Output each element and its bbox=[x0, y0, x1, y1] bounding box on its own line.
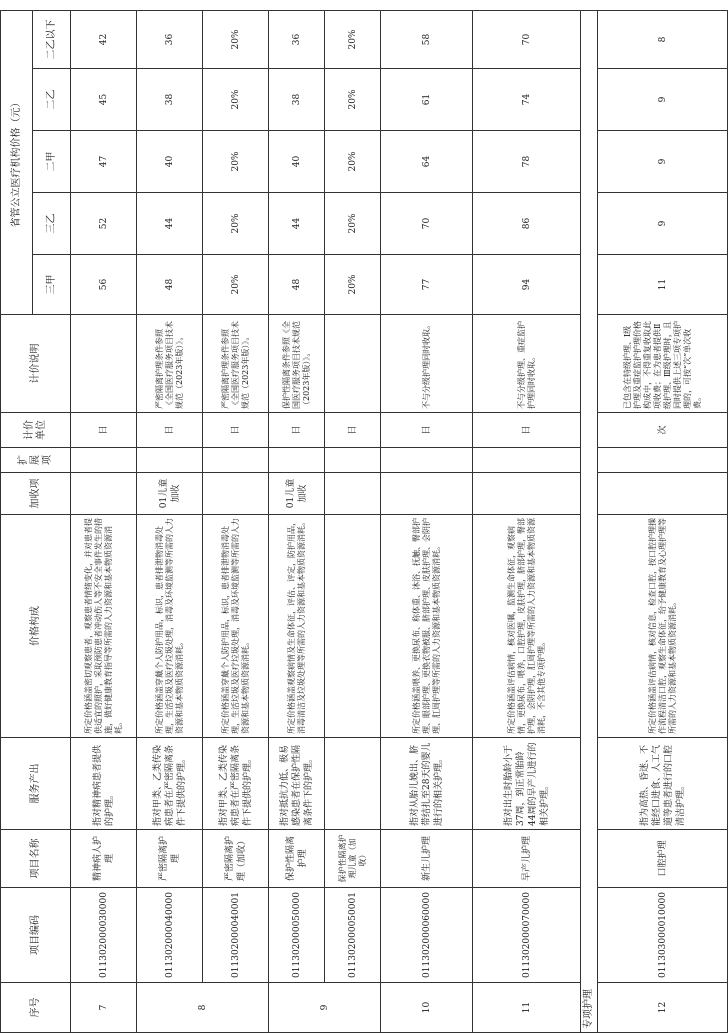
table-row bbox=[598, 11, 728, 1033]
cell-seq: 12 bbox=[598, 983, 728, 1033]
header-seq: 序号 bbox=[1, 983, 71, 1033]
header-extension: 扩展项 bbox=[1, 448, 71, 473]
table-row bbox=[203, 11, 269, 1033]
cell-extension bbox=[137, 448, 203, 473]
cell-unit: 日 bbox=[71, 413, 137, 448]
cell-price: 20% bbox=[325, 131, 381, 193]
cell-seq: 11 bbox=[473, 983, 581, 1033]
cell-price: 20% bbox=[325, 69, 381, 131]
cell-price: 20% bbox=[203, 193, 269, 255]
cell-desc: 严密隔离护理条件参照《全国医疗服务项目技术规范（2023年版）》。 bbox=[137, 315, 203, 413]
cell-desc: 严密隔离护理条件参照《全国医疗服务项目技术规范（2023年版）》。 bbox=[203, 315, 269, 413]
cell-name: 口腔护理 bbox=[598, 830, 728, 888]
cell-surcharge bbox=[473, 473, 581, 515]
cell-price: 40 bbox=[137, 131, 203, 193]
cell-price: 47 bbox=[71, 131, 137, 193]
cell-content: 所定价格涵盖穿戴个人防护用品，标识，患者排泄物消毒处理，生活垃圾及医疗垃圾处理，消毒及环境监测等所需的人力资源和基本物质资源消耗。 bbox=[137, 515, 203, 738]
cell-extension bbox=[473, 448, 581, 473]
header-unit: 计价单位 bbox=[1, 413, 71, 448]
cell-price: 9 bbox=[598, 193, 728, 255]
cell-price: 86 bbox=[473, 193, 581, 255]
cell-price: 56 bbox=[71, 255, 137, 315]
cell-unit: 日 bbox=[473, 413, 581, 448]
cell-price: 58 bbox=[381, 11, 473, 69]
cell-name: 保护性隔离护理 bbox=[269, 830, 325, 888]
cell-content bbox=[325, 515, 381, 738]
cell-service: 指对从胎儿娩出、脐带结扎至28天的婴儿进行的相关护理。 bbox=[381, 738, 473, 830]
header-level: 三乙 bbox=[33, 193, 71, 255]
table-row bbox=[381, 11, 473, 1033]
cell-name: 保护性隔离护理儿童（加收） bbox=[325, 830, 381, 888]
table-row bbox=[473, 11, 581, 1033]
cell-service: 指对精神病患者提供的护理。 bbox=[71, 738, 137, 830]
cell-unit: 日 bbox=[137, 413, 203, 448]
cell-price: 36 bbox=[137, 11, 203, 69]
cell-extension bbox=[598, 448, 728, 473]
cell-service: 指对出生时胎龄小于37周，到正常胎龄44周的早产儿进行的相关护理。 bbox=[473, 738, 581, 830]
cell-extension bbox=[269, 448, 325, 473]
cell-price: 8 bbox=[598, 11, 728, 69]
cell-desc: 保护性隔离条件参照《全国医疗服务项目技术规范（2023年版）》。 bbox=[269, 315, 325, 413]
cell-price: 94 bbox=[473, 255, 581, 315]
cell-price: 9 bbox=[598, 131, 728, 193]
cell-code: 011302000030000 bbox=[71, 888, 137, 983]
cell-unit: 日 bbox=[203, 413, 269, 448]
cell-unit: 日 bbox=[269, 413, 325, 448]
cell-code: 011302000050000 bbox=[269, 888, 325, 983]
header-level: 二乙 bbox=[33, 69, 71, 131]
cell-desc: 已包含在特级护理、Ⅰ级护理及重症监护护理价格构成中，不得重复收取此项收费；在为患者提供Ⅱ级护理、Ⅲ级护理时，且同时提供上述三项专项护理的，可按“次”单次收费。 bbox=[598, 315, 728, 413]
cell-surcharge bbox=[71, 473, 137, 515]
table-row bbox=[137, 11, 203, 1033]
cell-price: 44 bbox=[269, 193, 325, 255]
cell-name: 早产儿护理 bbox=[473, 830, 581, 888]
cell-surcharge bbox=[203, 473, 269, 515]
section-title: 专项护理 bbox=[581, 11, 598, 1033]
cell-seq: 9 bbox=[269, 983, 381, 1033]
cell-unit: 日 bbox=[325, 413, 381, 448]
table-row bbox=[325, 11, 381, 1033]
cell-code: 011302000040001 bbox=[203, 888, 269, 983]
cell-price: 11 bbox=[598, 255, 728, 315]
cell-service bbox=[325, 738, 381, 830]
table-row bbox=[269, 11, 325, 1033]
cell-seq: 7 bbox=[71, 983, 137, 1033]
cell-price: 36 bbox=[269, 11, 325, 69]
cell-service: 指对甲类、乙类传染病患者在严密隔离条件下提供的护理。 bbox=[137, 738, 203, 830]
cell-name: 严密隔离护理（加收） bbox=[203, 830, 269, 888]
cell-surcharge bbox=[325, 473, 381, 515]
cell-price: 20% bbox=[203, 11, 269, 69]
cell-content: 所定价格涵盖穿戴个人防护用品，标识，患者排泄物消毒处理，生活垃圾及医疗垃圾处理，消毒及环境监测等所需的人力资源和基本物质资源消耗。 bbox=[203, 515, 269, 738]
cell-code: 011302000040000 bbox=[137, 888, 203, 983]
cell-surcharge: 01儿童加收 bbox=[137, 473, 203, 515]
cell-name: 精神病人护理 bbox=[71, 830, 137, 888]
cell-service: 指对抵抗力低、极易感染患者在保护性隔离条件下的护理。 bbox=[269, 738, 325, 830]
cell-service: 指对甲类、乙类传染病患者在严密隔离条件下提供的护理。 bbox=[203, 738, 269, 830]
cell-seq: 10 bbox=[381, 983, 473, 1033]
cell-price: 38 bbox=[269, 69, 325, 131]
cell-seq: 8 bbox=[137, 983, 269, 1033]
cell-content: 所定价格涵盖密切观察患者，观察患者情绪变化，并对患者提供适宜的照护，采取预防患者冲动伤人等不安全事件发生的措施，做好健康教育指导等所需的人力资源和基本物质资源消耗。 bbox=[71, 515, 137, 738]
cell-price: 20% bbox=[325, 11, 381, 69]
cell-unit: 次 bbox=[598, 413, 728, 448]
cell-content: 所定价格涵盖评估病情，核对医嘱，监测生命体征，观察病情，更换尿布，喂养，口腔护理，皮肤护理，脐部护理，臀部护理，会阴护理，肛周护理等所需的人力资源和基本物质资源消耗，不含其他专项护理。 bbox=[473, 515, 581, 738]
header-service: 服务产出 bbox=[1, 738, 71, 830]
cell-service: 指为高热、昏迷、不能经口进食、人工气道等患者进行的口腔清洁护理。 bbox=[598, 738, 728, 830]
cell-name: 新生儿护理 bbox=[381, 830, 473, 888]
cell-unit: 日 bbox=[381, 413, 473, 448]
cell-desc bbox=[71, 315, 137, 413]
cell-price: 20% bbox=[203, 131, 269, 193]
cell-price: 74 bbox=[473, 69, 581, 131]
cell-content: 所定价格涵盖观察病情及生命体征，评估、评定，防护用品，消毒清洁及垃圾处理等所需的人力资源和基本物质资源消耗。 bbox=[269, 515, 325, 738]
cell-extension bbox=[71, 448, 137, 473]
cell-price: 78 bbox=[473, 131, 581, 193]
cell-price: 20% bbox=[203, 255, 269, 315]
cell-extension bbox=[203, 448, 269, 473]
cell-code: 011302000060000 bbox=[381, 888, 473, 983]
cell-price: 52 bbox=[71, 193, 137, 255]
cell-desc: 不与分级护理、重症监护护理同时收取。 bbox=[473, 315, 581, 413]
cell-price: 38 bbox=[137, 69, 203, 131]
section-row bbox=[581, 11, 598, 1033]
header-code: 项目编码 bbox=[1, 888, 71, 983]
header-level: 三甲 bbox=[33, 255, 71, 315]
cell-content: 所定价格涵盖评估病情，核对信息，检查口腔，按口腔护理操作流程清洁口腔，观察生命体征，给予健康教育及心理护理等所需的人力资源和基本物质资源消耗。 bbox=[598, 515, 728, 738]
cell-extension bbox=[381, 448, 473, 473]
cell-price: 20% bbox=[203, 69, 269, 131]
cell-surcharge bbox=[598, 473, 728, 515]
cell-code: 011302000050001 bbox=[325, 888, 381, 983]
cell-surcharge: 01儿童加收 bbox=[269, 473, 325, 515]
cell-price: 20% bbox=[325, 255, 381, 315]
price-table bbox=[0, 10, 728, 1033]
cell-price: 64 bbox=[381, 131, 473, 193]
header-level: 二乙以下 bbox=[33, 11, 71, 69]
header-desc: 计价说明 bbox=[1, 315, 71, 413]
cell-extension bbox=[325, 448, 381, 473]
cell-price: 20% bbox=[325, 193, 381, 255]
header-level: 二甲 bbox=[33, 131, 71, 193]
header-row-1 bbox=[1, 11, 33, 1033]
cell-price: 61 bbox=[381, 69, 473, 131]
cell-price: 48 bbox=[137, 255, 203, 315]
header-price-group: 省管公立医疗机构价格（元） bbox=[1, 11, 33, 315]
cell-surcharge bbox=[381, 473, 473, 515]
cell-name: 严密隔离护理 bbox=[137, 830, 203, 888]
header-content: 价格构成 bbox=[1, 515, 71, 738]
cell-code: 011303000010000 bbox=[598, 888, 728, 983]
cell-price: 9 bbox=[598, 69, 728, 131]
cell-desc: 不与分级护理同时收取。 bbox=[381, 315, 473, 413]
cell-price: 70 bbox=[381, 193, 473, 255]
table-row bbox=[71, 11, 137, 1033]
cell-price: 70 bbox=[473, 11, 581, 69]
cell-code: 011302000070000 bbox=[473, 888, 581, 983]
cell-price: 42 bbox=[71, 11, 137, 69]
header-surcharge: 加收项 bbox=[1, 473, 71, 515]
cell-content: 所定价格涵盖喂养、更换尿布、称体重、沐浴、抚触、臀部护理、眼部护理、更换衣物被服、脐部护理、皮肤护理、会阴护理、肛周护理等所需的人力资源和基本物质资源消耗。 bbox=[381, 515, 473, 738]
cell-price: 44 bbox=[137, 193, 203, 255]
cell-price: 40 bbox=[269, 131, 325, 193]
cell-price: 77 bbox=[381, 255, 473, 315]
cell-desc bbox=[325, 315, 381, 413]
header-name: 项目名称 bbox=[1, 830, 71, 888]
cell-price: 48 bbox=[269, 255, 325, 315]
cell-price: 45 bbox=[71, 69, 137, 131]
